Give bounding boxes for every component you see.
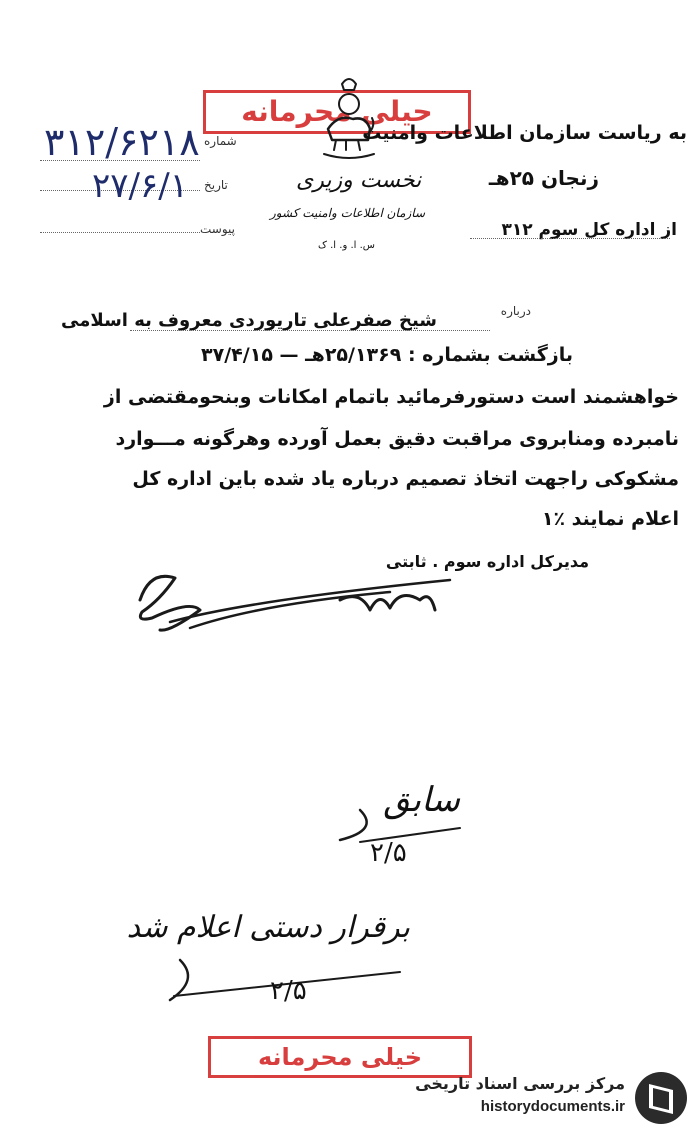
body-line-3: مشکوکی راجهت اتخاذ تصمیم درباره یاد شده باین اداره کل <box>132 468 679 490</box>
city-date: زنجان ۲۵هـ <box>488 166 599 190</box>
from-dotted <box>470 238 670 239</box>
subject-text: شیخ صفرعلی تاریوردی معروف به اسلامی <box>61 310 437 331</box>
footer-watermark <box>408 1068 693 1128</box>
note2-date: ۲/۵ <box>270 976 307 1006</box>
stamp-text: خیلی محرمانه <box>257 1043 423 1071</box>
ministry-title: نخست وزیری <box>296 168 422 193</box>
number-label: شماره <box>204 134 237 148</box>
attachment-label: پیوست <box>200 222 235 236</box>
ministry-abbr: س. ا. و. ا. ک <box>318 240 375 251</box>
signature-drawing <box>130 560 460 640</box>
body-line-2: نامبرده ومنابروی مراقبت دقیق بعمل آورده وهرگونه مـــوارد <box>115 428 679 450</box>
handwritten-note-1 <box>330 770 480 870</box>
date-value: ۲۷/۶/۱ <box>92 166 188 206</box>
body-line-4: اعلام نمایند ٪۱ <box>541 508 679 530</box>
reference-line: بازگشت بشماره : ۲۵/۱۳۶۹هـ — ۳۷/۴/۱۵ <box>201 344 573 366</box>
date-label: تاریخ <box>204 178 228 192</box>
from-line: از اداره کل سوم ۳۱۲ <box>501 220 677 240</box>
footer-org: مرکز بررسی اسناد تاریخی <box>415 1074 625 1093</box>
number-value: ۳۱۲/۶۲۱۸ <box>44 120 200 164</box>
emblem-icon <box>318 74 380 164</box>
signature-title: مدیرکل اداره سوم . ثابتی <box>385 552 589 571</box>
note2-text: برقرار دستی اعلام شد <box>126 910 410 945</box>
subject-label: درباره <box>500 304 531 318</box>
attachment-line <box>40 232 200 233</box>
note1-text: سابق <box>383 780 460 820</box>
stamp-text: حیلی محرمانه <box>241 95 433 128</box>
archive-logo-icon <box>633 1070 689 1126</box>
footer-website: historydocuments.ir <box>480 1098 625 1115</box>
note1-date: ۲/۵ <box>370 838 407 868</box>
ministry-org: سازمان اطلاعات وامنیت کشور <box>270 206 425 220</box>
body-line-1: خواهشمند است دستورفرمائید باتمام امکانات وبنحومقتضی از <box>103 386 679 408</box>
recipient-line: به ریاست سازمان اطلاعات وامنیت <box>362 122 687 144</box>
subject-dotted <box>130 330 490 331</box>
handwritten-note-2 <box>126 900 420 1020</box>
